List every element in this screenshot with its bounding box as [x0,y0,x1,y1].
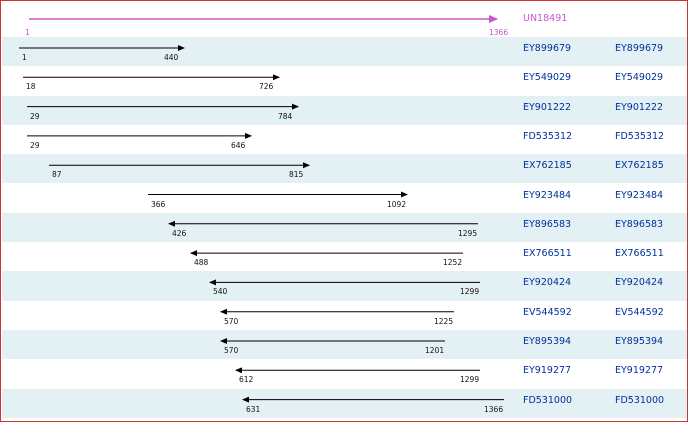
row-end-coord: 1225 [434,316,454,326]
row-end-coord: 1366 [484,404,504,414]
accession-label-right[interactable]: EY549029 [615,72,664,84]
accession-label-left[interactable]: EY899679 [523,43,572,54]
accession-label-left[interactable]: FD531000 [523,394,573,406]
row-start-coord: 366 [151,199,166,209]
row-start-coord: 29 [30,111,40,121]
accession-label-right[interactable]: EY895394 [615,336,664,347]
accession-label-left[interactable]: EY896583 [523,218,572,230]
accession-label-right[interactable]: EY919277 [615,365,664,377]
accession-label-left[interactable]: EY923484 [523,189,572,201]
accession-label-right[interactable]: EY899679 [615,43,664,54]
accession-label-left[interactable]: EX766511 [523,248,572,260]
row-start-coord: 540 [213,287,228,297]
reference-name[interactable]: UN18491 [523,13,568,24]
accession-label-left[interactable]: EX762185 [523,160,572,172]
accession-label-left[interactable]: EY920424 [523,277,572,289]
row-end-coord: 726 [259,82,274,92]
row-start-coord: 570 [224,346,239,355]
accession-label-right[interactable]: EY896583 [615,218,664,230]
row-start-coord: 18 [26,82,36,92]
row-start-coord: 631 [246,404,261,414]
accession-label-right[interactable]: FD535312 [615,130,665,142]
reference-start-coord: 1 [25,28,30,37]
reference-end-coord: 1366 [489,28,509,37]
row-end-coord: 784 [278,111,293,121]
accession-label-right[interactable]: EY901222 [615,101,664,113]
row-end-coord: 1299 [460,375,480,385]
row-start-coord: 612 [239,375,254,385]
row-start-coord: 87 [52,170,62,180]
row-end-coord: 1299 [460,287,480,297]
accession-label-left[interactable]: EY919277 [523,365,572,377]
row-start-coord: 1 [22,53,27,62]
row-end-coord: 1295 [458,228,478,238]
accession-label-right[interactable]: EX762185 [615,160,664,172]
accession-label-right[interactable]: EY920424 [615,277,664,289]
row-start-coord: 29 [30,140,40,150]
row-end-coord: 1252 [443,258,463,268]
accession-label-left[interactable]: EV544592 [523,306,572,318]
row-end-coord: 815 [289,170,304,180]
alignment-arrows [1,1,688,422]
accession-label-left[interactable]: EY901222 [523,101,572,113]
accession-label-right[interactable]: EV544592 [615,306,664,318]
accession-label-right[interactable]: EY923484 [615,189,664,201]
row-end-coord: 1201 [425,346,445,355]
row-start-coord: 488 [194,258,209,268]
row-end-coord: 646 [231,140,246,150]
row-start-coord: 570 [224,316,239,326]
accession-label-left[interactable]: EY549029 [523,72,572,84]
row-start-coord: 426 [172,228,187,238]
accession-label-left[interactable]: EY895394 [523,336,572,347]
row-end-coord: 440 [164,53,179,62]
row-end-coord: 1092 [387,199,407,209]
accession-label-right[interactable]: EX766511 [615,248,664,260]
accession-label-left[interactable]: FD535312 [523,130,573,142]
accession-label-right[interactable]: FD531000 [615,394,665,406]
